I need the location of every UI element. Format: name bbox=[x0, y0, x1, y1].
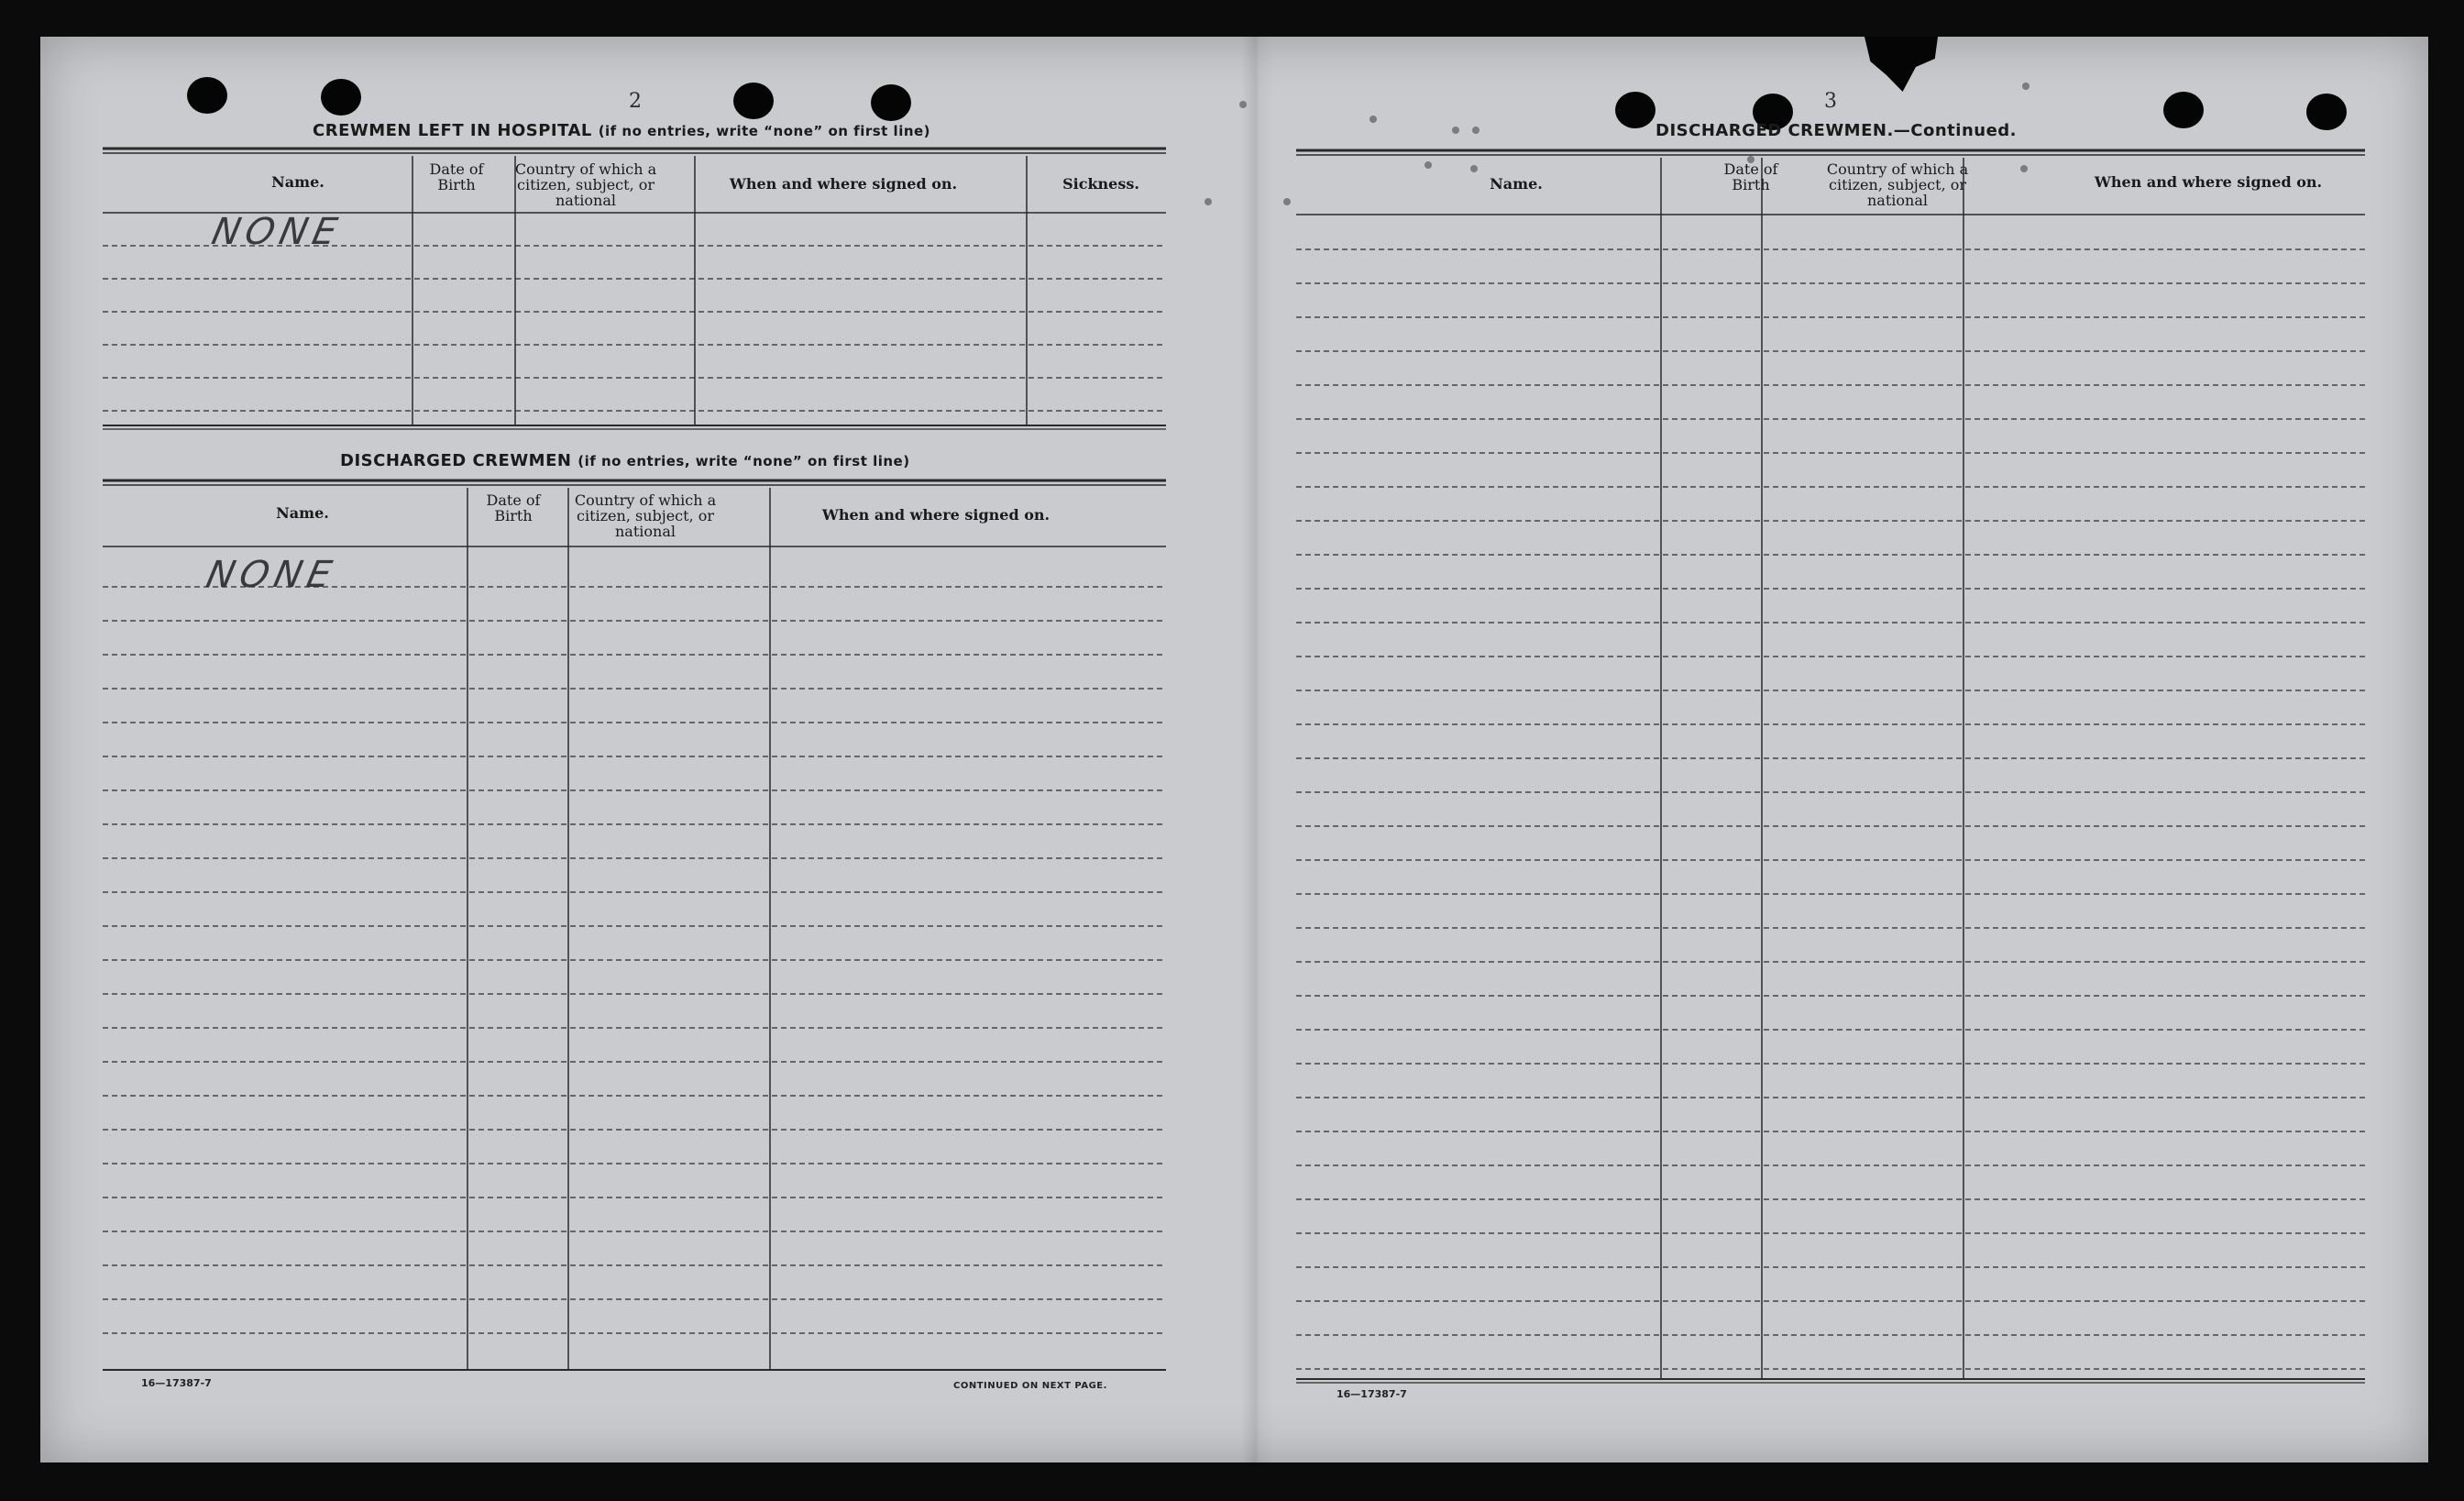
col-header-when-where: When and where signed on. bbox=[821, 506, 1050, 524]
col-header-name: Name. bbox=[271, 173, 324, 191]
col-header-country: Country of which a citizen, subject, or national bbox=[514, 160, 657, 209]
col-header-when-where: When and where signed on. bbox=[2094, 173, 2323, 191]
continued-on-next-page: CONTINUED ON NEXT PAGE. bbox=[953, 1381, 1107, 1391]
handwritten-entry-hospital: NONE bbox=[208, 211, 346, 253]
handwritten-entry-discharged: NONE bbox=[203, 554, 341, 596]
col-header-sickness: Sickness. bbox=[1062, 175, 1139, 193]
col-header-date-of-birth: Date of Birth bbox=[429, 160, 484, 193]
hospital-section-title: CREWMEN LEFT IN HOSPITAL (if no entries, write “none” on first line) bbox=[313, 121, 931, 140]
discharged-section-title: DISCHARGED CREWMEN (if no entries, write “none” on first line) bbox=[340, 451, 910, 470]
page-number-left: 2 bbox=[629, 90, 642, 113]
col-header-name: Name. bbox=[1490, 175, 1543, 193]
col-header-when-where: When and where signed on. bbox=[729, 175, 958, 193]
col-header-country: Country of which a citizen, subject, or national bbox=[574, 491, 717, 540]
col-header-date-of-birth: Date of Birth bbox=[486, 491, 541, 524]
discharged-continued-title: DISCHARGED CREWMEN.—Continued. bbox=[1656, 121, 2018, 140]
form-number-right: 16—17387-7 bbox=[1336, 1388, 1407, 1400]
col-header-date-of-birth: Date of Birth bbox=[1723, 160, 1778, 193]
col-header-name: Name. bbox=[276, 504, 329, 522]
scanned-document bbox=[40, 37, 2428, 1462]
page-number-right: 3 bbox=[1824, 90, 1837, 113]
form-number-left: 16—17387-7 bbox=[141, 1377, 212, 1389]
col-header-country: Country of which a citizen, subject, or national bbox=[1826, 160, 1969, 209]
form-rules bbox=[40, 37, 2428, 1462]
